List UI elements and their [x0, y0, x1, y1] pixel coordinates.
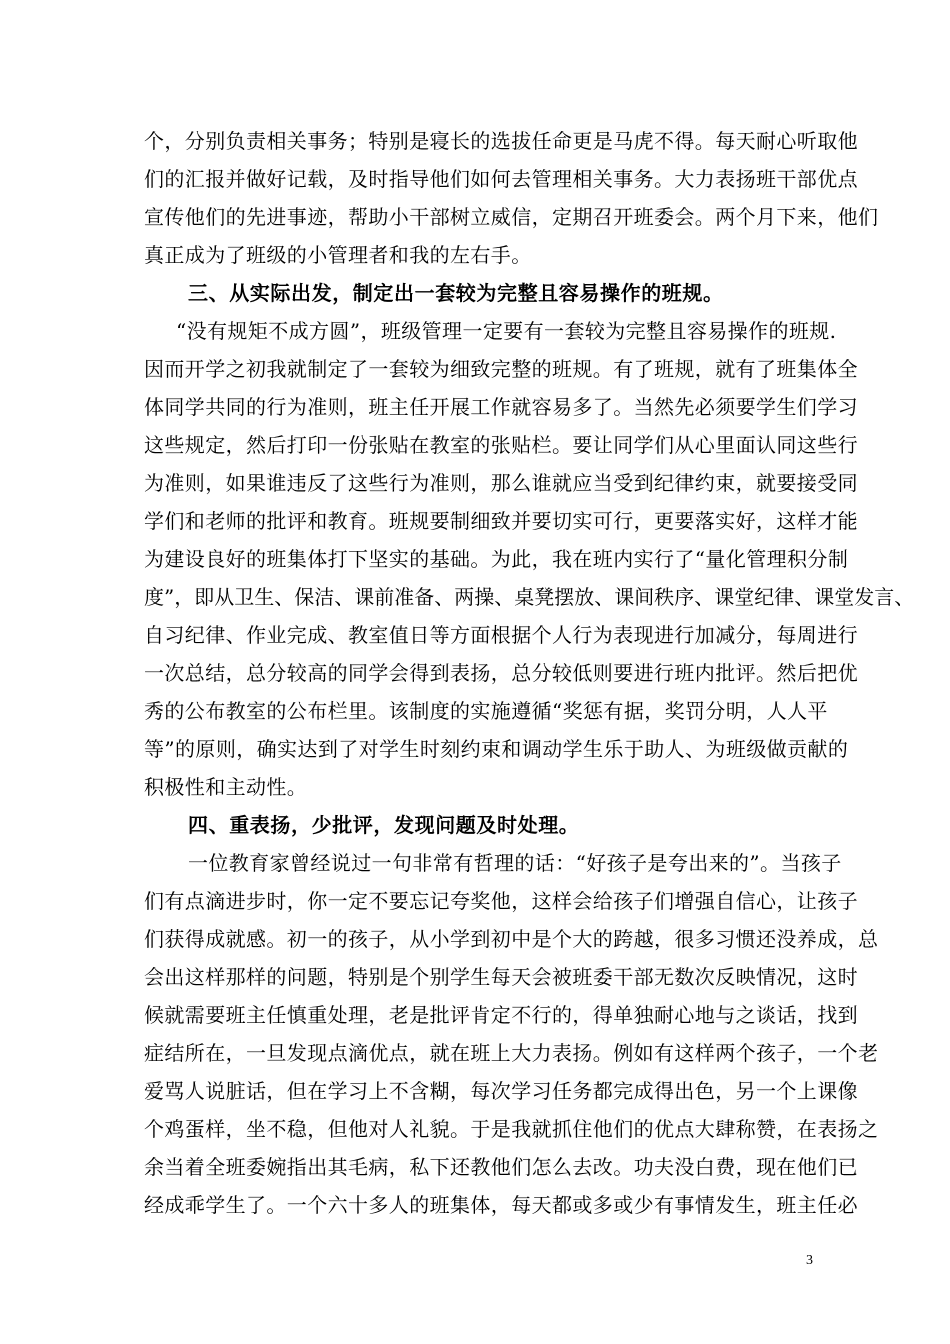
body-text-line: 为准则，如果谁违反了这些行为准则，那么谁就应当受到纪律约束，就要接受同	[144, 471, 858, 495]
body-text-line: 等”的原则，确实达到了对学生时刻约束和调动学生乐于助人、为班级做贡献的	[144, 737, 849, 761]
body-text-line: 爱骂人说脏话，但在学习上不含糊，每次学习任务都完成得出色，另一个上课像	[144, 1079, 858, 1103]
body-text-line: 候就需要班主任慎重处理，老是批评肯定不行的，得单独耐心地与之谈话，找到	[144, 1003, 858, 1027]
body-text-line: 一次总结，总分较高的同学会得到表扬，总分较低则要进行班内批评。然后把优	[144, 661, 858, 685]
page-number: 3	[806, 1253, 813, 1268]
body-text-line: “没有规矩不成方圆”，班级管理一定要有一套较为完整且容易操作的班规.	[176, 319, 837, 343]
body-text-line: 真正成为了班级的小管理者和我的左右手。	[144, 243, 532, 267]
body-text-line: 们的汇报并做好记载，及时指导他们如何去管理相关事务。大力表扬班干部优点	[144, 167, 858, 191]
body-text-line: 因而开学之初我就制定了一套较为细致完整的班规。有了班规，就有了班集体全	[144, 357, 858, 381]
body-text-line: 为建设良好的班集体打下坚实的基础。为此，我在班内实行了“量化管理积分制	[144, 547, 849, 571]
body-text-line: 秀的公布教室的公布栏里。该制度的实施遵循“奖惩有据，奖罚分明，人人平	[144, 699, 828, 723]
body-text-line: 自习纪律、作业完成、教室值日等方面根据个人行为表现进行加减分，每周进行	[144, 623, 858, 647]
body-text-line: 积极性和主动性。	[144, 775, 308, 799]
body-text-line: 度”，即从卫生、保洁、课前准备、两操、桌凳摆放、课间秩序、课堂纪律、课堂发言、	[144, 585, 915, 609]
section-heading-3: 三、从实际出发，制定出一套较为完整且容易操作的班规。	[188, 281, 724, 305]
body-text-line: 余当着全班委婉指出其毛病，私下还教他们怎么去改。功夫没白费，现在他们已	[144, 1155, 858, 1179]
body-text-line: 们获得成就感。初一的孩子，从小学到初中是个大的跨越，很多习惯还没养成，总	[144, 927, 879, 951]
body-text-line: 个鸡蛋样，坐不稳，但他对人礼貌。于是我就抓住他们的优点大肆称赞，在表扬之	[144, 1117, 879, 1141]
body-text-line: 一位教育家曾经说过一句非常有哲理的话：“好孩子是夸出来的”。当孩子	[188, 851, 842, 875]
body-text-line: 症结所在，一旦发现点滴优点，就在班上大力表扬。例如有这样两个孩子，一个老	[144, 1041, 879, 1065]
section-heading-4: 四、重表扬，少批评，发现问题及时处理。	[188, 813, 580, 837]
body-text-line: 体同学共同的行为准则，班主任开展工作就容易多了。当然先必须要学生们学习	[144, 395, 858, 419]
body-text-line: 学们和老师的批评和教育。班规要制细致并要切实可行，更要落实好，这样才能	[144, 509, 858, 533]
body-text-line: 这些规定，然后打印一份张贴在教室的张贴栏。要让同学们从心里面认同这些行	[144, 433, 858, 457]
body-text-line: 经成乖学生了。一个六十多人的班集体，每天都或多或少有事情发生，班主任必	[144, 1193, 858, 1217]
body-text-line: 们有点滴进步时，你一定不要忘记夸奖他，这样会给孩子们增强自信心，让孩子	[144, 889, 858, 913]
body-text-line: 个，分别负责相关事务；特别是寝长的选拔任命更是马虎不得。每天耐心听取他	[144, 129, 858, 153]
body-text-line: 会出这样那样的问题，特别是个别学生每天会被班委干部无数次反映情况，这时	[144, 965, 858, 989]
body-text-line: 宣传他们的先进事迹，帮助小干部树立威信，定期召开班委会。两个月下来，他们	[144, 205, 879, 229]
